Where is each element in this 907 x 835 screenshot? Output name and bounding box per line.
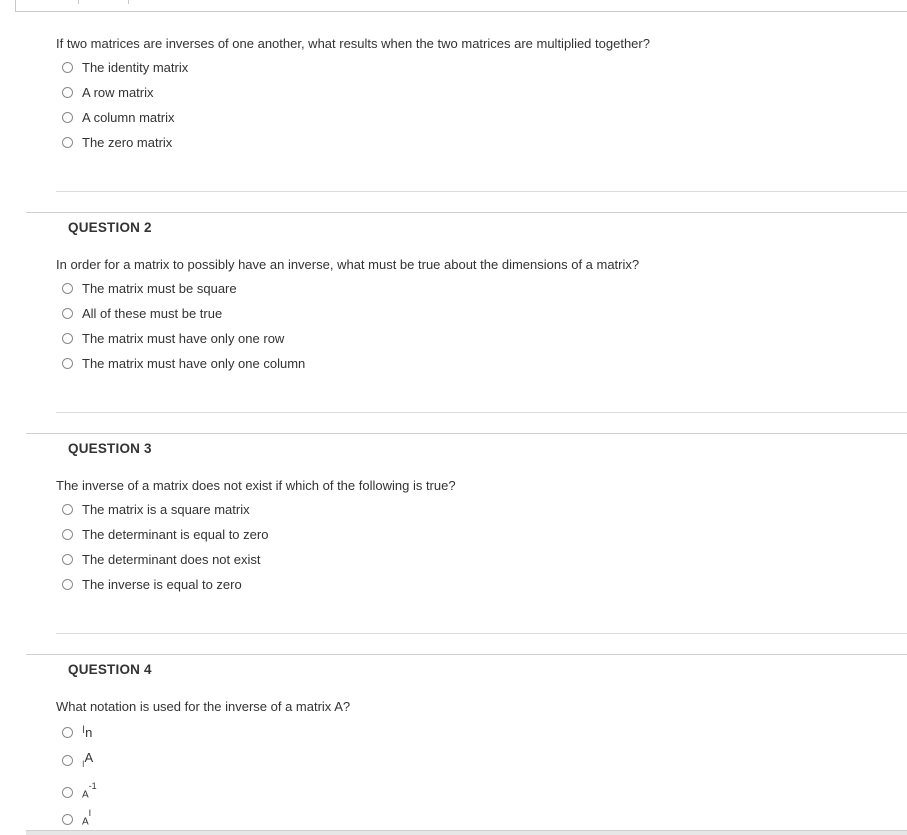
- inverse-notation-label: [82, 780, 97, 801]
- q3-option-2[interactable]: [62, 525, 268, 543]
- option-label: A column matrix: [82, 109, 175, 125]
- divider: [56, 412, 907, 413]
- q1-option-3[interactable]: [62, 108, 174, 126]
- option-label: The inverse is equal to zero: [82, 576, 242, 592]
- radio-button[interactable]: [62, 787, 73, 798]
- notation-prefix: I: [82, 758, 85, 769]
- q4-option-3[interactable]: [62, 780, 97, 801]
- option-label: All of these must be true: [82, 305, 223, 321]
- question-3-text: The inverse of a matrix does not exist if which of the following is true?: [56, 478, 456, 493]
- radio-button[interactable]: [62, 579, 73, 590]
- q4-option-4[interactable]: [62, 807, 92, 828]
- q3-option-1[interactable]: [62, 500, 250, 518]
- q2-option-4[interactable]: [62, 354, 305, 372]
- notation-base: A: [82, 789, 89, 801]
- question-divider: [26, 654, 907, 655]
- bottom-edge: [26, 830, 907, 835]
- question-2-title: QUESTION 2: [68, 220, 152, 235]
- radio-button[interactable]: [62, 554, 73, 565]
- a-with-i-notation-label: [82, 807, 92, 828]
- question-4-title: QUESTION 4: [68, 662, 152, 677]
- radio-button[interactable]: [62, 358, 73, 369]
- option-label: The matrix must have only one column: [82, 355, 306, 371]
- q3-option-3[interactable]: [62, 550, 261, 568]
- notation-superscript: -1: [88, 780, 97, 791]
- radio-button[interactable]: [62, 529, 73, 540]
- notation-superscript: I: [88, 807, 92, 818]
- q3-option-4[interactable]: [62, 575, 242, 593]
- question-1-text: If two matrices are inverses of one another, what results when the two matrices are multiplied together?: [56, 36, 650, 51]
- identity-notation-label: [82, 725, 92, 740]
- question-divider: [26, 212, 907, 213]
- notation-base: I: [82, 723, 86, 736]
- q1-option-1[interactable]: [62, 58, 188, 76]
- radio-button[interactable]: [62, 62, 73, 73]
- notation-subscript: n: [85, 724, 93, 740]
- q1-option-2[interactable]: [62, 83, 154, 101]
- option-label: The determinant does not exist: [82, 551, 261, 567]
- q1-option-4[interactable]: [62, 133, 172, 151]
- radio-button[interactable]: [62, 283, 73, 294]
- q2-option-1[interactable]: [62, 279, 237, 297]
- question-3-title: QUESTION 3: [68, 441, 152, 456]
- radio-button[interactable]: [62, 308, 73, 319]
- option-label: The matrix must be square: [82, 280, 237, 296]
- previous-question-frame: [15, 0, 907, 12]
- q4-option-1[interactable]: [62, 723, 92, 741]
- notation-base: A: [84, 749, 94, 765]
- option-label: A row matrix: [82, 84, 154, 100]
- notation-base: A: [82, 816, 89, 828]
- radio-button[interactable]: [62, 333, 73, 344]
- radio-button[interactable]: [62, 87, 73, 98]
- option-label: The determinant is equal to zero: [82, 526, 269, 542]
- radio-button[interactable]: [62, 504, 73, 515]
- q2-option-3[interactable]: [62, 329, 284, 347]
- radio-button[interactable]: [62, 727, 73, 738]
- question-2-text: In order for a matrix to possibly have an inverse, what must be true about the dimensions of a matrix?: [56, 257, 640, 272]
- radio-button[interactable]: [62, 112, 73, 123]
- option-label: The matrix must have only one row: [82, 330, 285, 346]
- radio-button[interactable]: [62, 814, 73, 825]
- radio-button[interactable]: [62, 137, 73, 148]
- option-label: The identity matrix: [82, 59, 189, 75]
- option-label: The zero matrix: [82, 134, 173, 150]
- frame-tick: [78, 0, 79, 4]
- divider: [56, 191, 907, 192]
- question-divider: [26, 433, 907, 434]
- option-label: The matrix is a square matrix: [82, 501, 250, 517]
- radio-button[interactable]: [62, 755, 73, 766]
- identity-times-a-notation-label: [82, 749, 94, 769]
- q4-option-2[interactable]: [62, 751, 93, 769]
- q2-option-2[interactable]: [62, 304, 222, 322]
- question-4-text: What notation is used for the inverse of a matrix A?: [56, 699, 351, 714]
- frame-tick: [128, 0, 129, 4]
- divider: [56, 633, 907, 634]
